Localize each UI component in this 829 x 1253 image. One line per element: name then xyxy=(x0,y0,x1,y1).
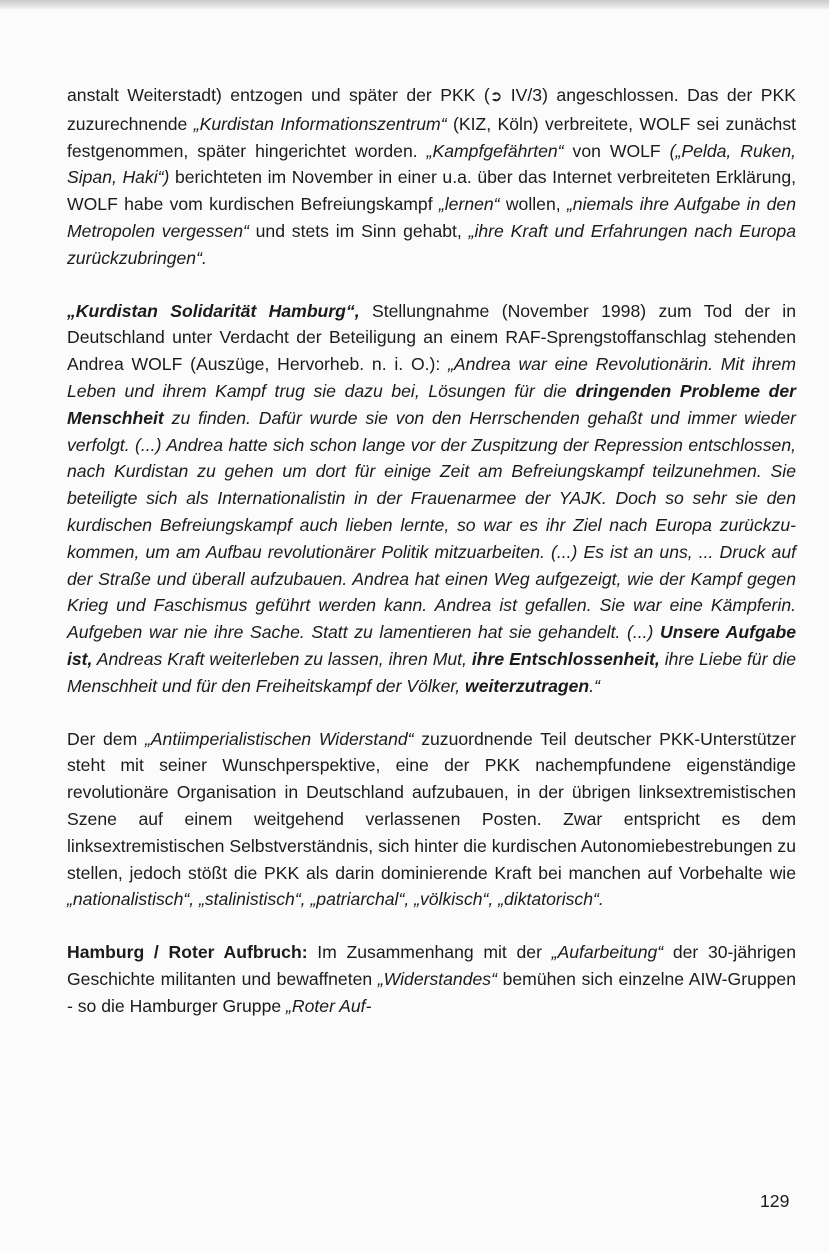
text-run: „Roter Auf- xyxy=(286,995,372,1016)
paragraph-roter-aufbruch xyxy=(67,939,796,1019)
text-run: Der dem xyxy=(67,728,145,749)
text-run: „lernen“ xyxy=(438,194,500,215)
text-run: berichteten im November in einer u.a. über das Internet verbreiteten Erklärung, WOLF habe vom kurdischen Befreiungskampf xyxy=(67,167,796,215)
text-run: zuzuordnende Teil deutscher PKK-Unterstützer steht mit seiner Wunschperspektive, eine der PKK nachempfundene eigenständige revolutionäre Organisation in Deutschland aufzubauen, in der übrigen linksextremistischen Szene auf einem weitgehend verlassenen Posten. Zwar entspricht es dem linksextremistischen Selbstverständnis, sich hinter die kurdischen Autonomiebestrebungen zu stellen, jedoch stößt die PKK als darin dominierende Kraft bei manchen auf Vorbehalte wie xyxy=(67,728,796,883)
text-run: „nationalistisch“, „stalinistisch“, „patriarchal“, „völkisch“, „diktatorisch“. xyxy=(67,889,604,910)
text-run: dringenden Probleme der Menschheit xyxy=(67,380,796,428)
text-run: ihre Entschlossenheit, xyxy=(471,648,660,669)
page-number: 129 xyxy=(760,1191,790,1211)
text-run: zu finden. Dafür wurde sie von den Herrschenden gehaßt und immer wieder verfolgt. (...) Andrea hatte sich schon lange vor der Zuspitzung der Repression entschlossen, nach Kurdistan zu gehen um dort für einige Zeit am Befreiungskampf teilzunehmen. Sie beteiligte sich als Internationalistin in der Frauenarmee der YAJK. Doch so sehr sie den kurdischen Befreiungskampf auch lieben lernte, so war es ihr Ziel nach Europa zurückzukommen, um am Aufbau revolutionärer Politik mitzuarbeiten. (...) Es ist an uns, ... Druck auf der Straße und überall aufzubauen. Andrea hat einen Weg aufgezeigt, wie der Kampf gegen Krieg und Faschismus geführt werden kann. Andrea ist gefallen. Sie war eine Kämpferin. Aufgeben war nie ihre Sache. Statt zu lamentieren hat sie gehandelt. (...) xyxy=(67,407,796,643)
text-run: Im Zusammenhang mit der xyxy=(307,942,552,963)
text-run: anstalt Weiterstadt) entzogen und später der PKK ( xyxy=(67,85,490,105)
text-run: weiterzutragen xyxy=(465,675,590,696)
document-page xyxy=(67,82,796,1020)
text-run: „Antiimperialistischen Widerstand“ xyxy=(144,728,414,749)
text-run: „Andrea war eine Revolutionärin. Mit ihrem Leben und ihrem Kampf trug sie dazu bei, Lösungen für die xyxy=(67,354,796,401)
text-run: und stets im Sinn gehabt, xyxy=(248,220,469,241)
text-run: „Aufarbeitung“ xyxy=(551,942,664,963)
text-run: von WOLF xyxy=(563,140,670,161)
paragraph-antiimperialistischer-widerstand xyxy=(67,726,796,914)
text-run: .“ xyxy=(589,675,600,696)
text-run: ihre Liebe für die Menschheit und für den Freiheitskampf der Völker, xyxy=(67,648,797,696)
text-run: Stellungnahme (November 1998) zum Tod der in Deutschland unter Verdacht der Beteiligung an einem RAF-Sprengstoffanschlag stehenden Andrea WOLF (Auszüge, Hervorheb. n. i. O.): xyxy=(67,300,796,375)
text-run: IV/3) angeschlossen. Das der PKK zuzurechnende xyxy=(67,85,796,134)
text-run: „ihre Kraft und Erfahrungen nach Europa zurückzubringen“. xyxy=(67,220,796,268)
paragraph-kurdistan-solidaritaet-quote xyxy=(67,298,796,700)
text-run: „Kampfgefährten“ xyxy=(426,140,564,161)
text-run: wollen, xyxy=(499,194,567,215)
text-run: „niemals ihre Aufgabe in den Metropolen vergessen“ xyxy=(67,194,796,241)
paragraph-weiterstadt xyxy=(67,82,796,272)
text-run: „Kurdistan Informationszentrum“ xyxy=(193,113,447,134)
text-run: Andreas Kraft weiterleben zu lassen, ihren Mut, xyxy=(92,648,472,669)
arrow-reference-icon: ➲ xyxy=(489,88,503,105)
text-run: (KIZ, Köln) verbreitete, WOLF sei zunächst festgenommen, später hingerichtet worden. xyxy=(67,113,796,161)
text-run: Hamburg / Roter Aufbruch: xyxy=(67,942,308,963)
text-run: bemühen sich einzelne AIW-Gruppen - so die Hamburger Gruppe xyxy=(67,968,797,1016)
text-run: „Widerstandes“ xyxy=(377,968,497,989)
text-run: Unsere Aufgabe ist, xyxy=(67,622,797,669)
text-run: „Kurdistan Solidarität Hamburg“, xyxy=(67,300,360,321)
page-top-edge xyxy=(0,0,829,9)
text-run: („Pelda, Ruken, Sipan, Haki“) xyxy=(67,140,796,188)
text-run: der 30-jährigen Geschichte militanten und bewaffneten xyxy=(67,942,797,989)
